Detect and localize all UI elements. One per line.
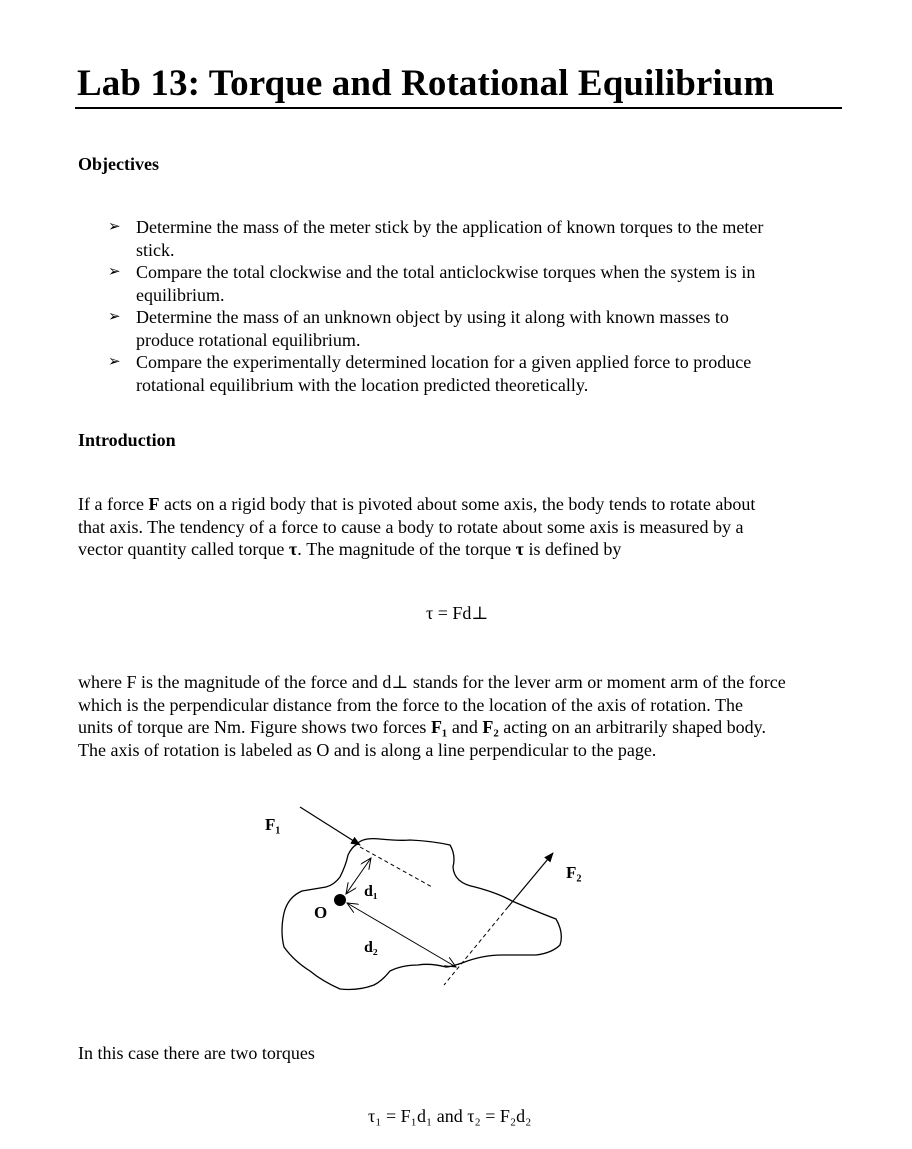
force-f1-arrow [300, 807, 360, 845]
title-underline [75, 107, 842, 109]
text-run: and [447, 717, 483, 737]
text-run: units of torque are Nm. Figure shows two forces [78, 717, 431, 737]
document-title: Lab 13: Torque and Rotational Equilibrium [77, 63, 775, 104]
f1-line-of-action [360, 847, 432, 887]
torque-symbol: τ [288, 539, 298, 559]
text-run: where F is the magnitude of the force and d⊥ stands for the lever arm or moment arm of the force [78, 672, 786, 692]
force-f2-arrow [508, 853, 553, 907]
introduction-heading: Introduction [78, 430, 176, 450]
objectives-heading: Objectives [78, 154, 159, 174]
text-run: . The magnitude of the torque [297, 539, 516, 559]
objective-line: rotational equilibrium with the location predicted theoretically. [136, 374, 589, 395]
objective-line: equilibrium. [136, 284, 225, 305]
axis-point [334, 894, 346, 906]
lever-arm-d2 [347, 903, 456, 967]
objective-line: Determine the mass of the meter stick by the application of known torques to the meter [136, 217, 764, 237]
objective-item [108, 306, 828, 351]
force-symbol: F [148, 494, 160, 514]
arrow-bullet-icon: ➢ [108, 264, 121, 280]
arrow-bullet-icon: ➢ [108, 219, 121, 235]
text-run: vector quantity called torque [78, 539, 289, 559]
objective-line: Compare the total clockwise and the total anticlockwise torques when the system is in [136, 262, 756, 282]
case-text: In this case there are two torques [78, 1043, 315, 1063]
objective-line: produce rotational equilibrium. [136, 329, 361, 350]
objective-item [108, 261, 828, 306]
f2-line-of-action [444, 907, 508, 985]
two-torques-equation: τ₁ = F₁d₁ and τ₂ = F₂d₂ [368, 1106, 532, 1126]
text-run: is defined by [523, 539, 622, 559]
text-run: that axis. The tendency of a force to cause a body to rotate about some axis is measured by a [78, 516, 744, 537]
torque-equation: τ = Fd⊥ [426, 603, 489, 623]
label-f2: F₂ [566, 863, 582, 882]
arrow-bullet-icon: ➢ [108, 309, 121, 325]
label-o: O [314, 903, 328, 922]
text-run: acts on a rigid body that is pivoted about some axis, the body tends to rotate about [159, 494, 756, 514]
objectives-list [108, 216, 828, 396]
objective-line: Determine the mass of an unknown object by using it along with known masses to [136, 307, 729, 327]
force-f2-symbol: F₂ [482, 717, 499, 737]
label-d2: d₂ [364, 939, 378, 956]
text-run: acting on an arbitrarily shaped body. [498, 717, 766, 737]
objective-line: Compare the experimentally determined location for a given applied force to produce [136, 352, 752, 372]
label-f1: F₁ [265, 815, 281, 834]
objective-item [108, 216, 828, 261]
arrow-bullet-icon: ➢ [108, 354, 121, 370]
objective-item [108, 351, 828, 396]
text-run: The axis of rotation is labeled as O and is along a line perpendicular to the page. [78, 739, 657, 760]
torque-figure [250, 795, 590, 1005]
force-f1-symbol: F₁ [430, 717, 448, 737]
torque-symbol: τ [515, 539, 524, 559]
text-run: If a force [78, 494, 149, 514]
intro-paragraph [78, 493, 755, 561]
where-paragraph [78, 671, 786, 761]
text-run: which is the perpendicular distance from the force to the location of the axis of rotation. The [78, 694, 743, 715]
label-d1: d₁ [364, 883, 378, 900]
objective-line: stick. [136, 239, 175, 260]
